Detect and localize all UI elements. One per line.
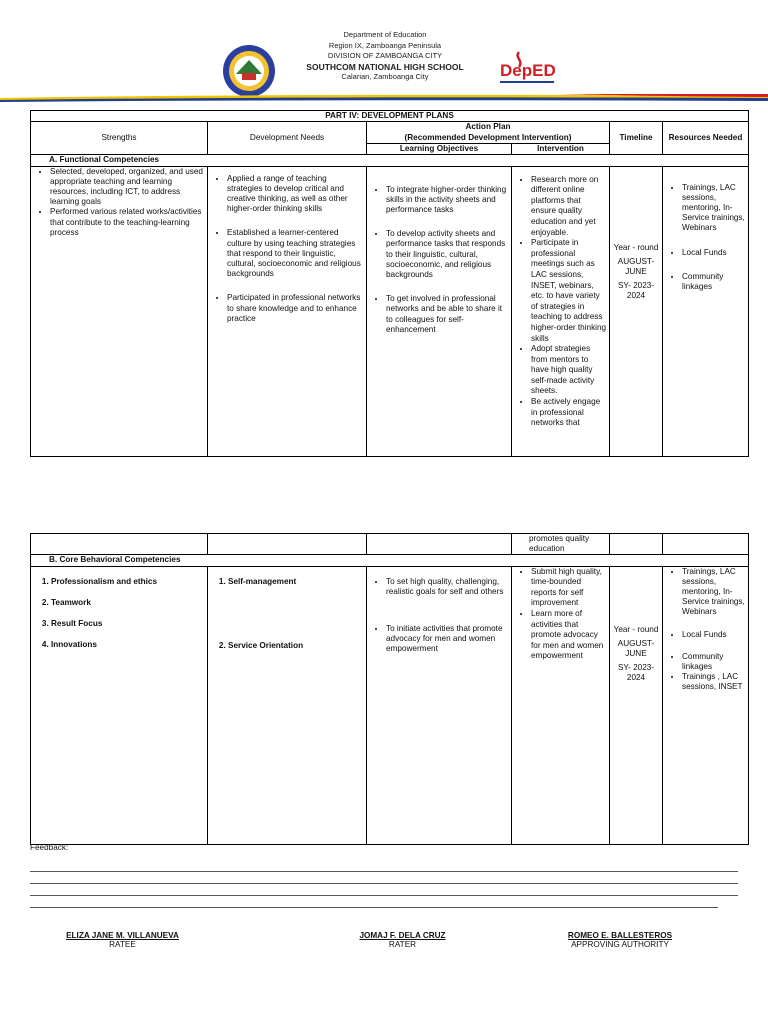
timeline-text: Year - round xyxy=(613,242,659,252)
signatory-rater xyxy=(330,931,475,949)
section-a-timeline xyxy=(610,166,663,456)
list-item: • Selected, developed, organized, and used appropriate teaching and learning resources, including ICT, to address learning goals xyxy=(50,167,205,208)
signatory-name: ELIZA JANE M. VILLANUEVA xyxy=(66,931,179,940)
list-item: • To initiate activities that promote advocacy for men and women empowerment xyxy=(386,624,509,655)
timeline-text: AUGUST- JUNE xyxy=(617,638,655,659)
list-item: 3. Result Focus xyxy=(51,619,205,629)
feedback-line xyxy=(30,895,738,896)
feedback-line xyxy=(30,907,718,908)
development-plan-table xyxy=(30,110,749,457)
timeline-text: AUGUST- JUNE xyxy=(617,256,655,277)
list-item: 4. Innovations xyxy=(51,640,205,650)
svg-text:DepED: DepED xyxy=(500,61,556,80)
timeline-text: SY- 2023- 2024 xyxy=(617,663,655,683)
section-a-resources xyxy=(663,166,749,456)
feedback-line xyxy=(30,871,738,872)
timeline-text: Year - round xyxy=(613,624,659,634)
section-a-title: A. Functional Competencies xyxy=(31,155,749,166)
feedback-line xyxy=(30,883,738,884)
header-strengths: Strengths xyxy=(31,122,208,155)
signatory-approving xyxy=(545,931,695,949)
list-item: • Community linkages xyxy=(682,652,746,672)
list-item: • Trainings, LAC sessions, mentoring, In-Service trainings, Webinars xyxy=(682,567,746,618)
section-a-interventions xyxy=(512,166,610,456)
list-item: • Participate in professional meetings such as LAC sessions, INSET, webinars, etc. to have variety of strategies in teaching to address higher-order thinking skills xyxy=(531,238,607,344)
division-name: DIVISION OF ZAMBOANGA CITY xyxy=(327,51,443,60)
list-item: 1. Self-management xyxy=(228,577,364,587)
header-intervention: Intervention xyxy=(512,144,610,155)
letterhead-text xyxy=(260,30,510,83)
list-item: • Performed various related works/activities that contribute to the teaching-learning process xyxy=(50,207,205,238)
section-b-strengths xyxy=(31,566,208,844)
list-item: • Research more on different online platforms that ensure quality education and yet enjoyable. xyxy=(531,175,607,239)
list-item: • Local Funds xyxy=(682,630,746,640)
school-address: Calarian, Zamboanga City xyxy=(341,72,429,81)
timeline-text: SY- 2023- 2024 xyxy=(617,281,655,301)
list-item: • Trainings, LAC sessions, mentoring, In-Service trainings, Webinars xyxy=(682,183,746,234)
section-a-needs xyxy=(208,166,367,456)
section-b-objectives xyxy=(367,566,512,844)
signatory-name: ROMEO E. BALLESTEROS xyxy=(567,931,673,940)
section-b-resources xyxy=(663,566,749,844)
list-item: • To integrate higher-order thinking skills in the activity sheets and performance tasks xyxy=(386,185,509,216)
list-item: • Community linkages xyxy=(682,272,746,292)
list-item: • To set high quality, challenging, realistic goals for self and others xyxy=(386,577,509,597)
list-item: • Learn more of activities that promote advocacy for men and women empowerment xyxy=(531,609,607,662)
header-action-plan-sub: (Recommended Development Intervention) xyxy=(367,133,610,144)
header-stripe xyxy=(0,94,768,102)
header-timeline: Timeline xyxy=(610,122,663,155)
signatory-role: RATER xyxy=(388,940,417,949)
feedback-label: Feedback: xyxy=(30,843,69,852)
header-learning-objectives: Learning Objectives xyxy=(367,144,512,155)
section-b-title: B. Core Behavioral Competencies xyxy=(31,555,749,566)
header-development-needs: Development Needs xyxy=(208,122,367,155)
list-item: • Established a learner-centered culture by using teaching strategies that respond to their linguistic, cultural, socioeconomic and religious backgrounds xyxy=(227,228,364,279)
region-name: Region IX, Zamboanga Peninsula xyxy=(328,40,442,50)
list-item: 2. Teamwork xyxy=(51,598,205,608)
section-b-timeline xyxy=(610,566,663,844)
section-a-strengths xyxy=(31,166,208,456)
list-item: • Trainings , LAC sessions, INSET xyxy=(682,672,746,692)
deped-logo-icon xyxy=(498,50,558,90)
list-item: 2. Service Orientation xyxy=(228,641,364,651)
header-resources: Resources Needed xyxy=(663,122,749,155)
list-item: • To get involved in professional networks and be able to share it to colleagues for self-enhancement xyxy=(386,294,509,335)
signatory-ratee xyxy=(40,931,205,949)
school-seal-icon xyxy=(222,44,276,98)
list-item: • Participated in professional networks to share knowledge and to enhance practice xyxy=(227,293,364,324)
letterhead xyxy=(0,0,768,106)
school-name: SOUTHCOM NATIONAL HIGH SCHOOL xyxy=(306,61,464,72)
list-item: 1. Professionalism and ethics xyxy=(51,577,205,587)
signatory-name: JOMAJ F. DELA CRUZ xyxy=(359,931,446,940)
continued-intervention: promotes quality education xyxy=(512,534,610,555)
list-item: • To develop activity sheets and performance tasks that responds to their linguistic, cultural, socioeconomic, and religious backgrounds xyxy=(386,229,509,280)
department-name: Department of Education xyxy=(343,30,427,39)
list-item: • Local Funds xyxy=(682,248,746,258)
list-item: • Applied a range of teaching strategies to develop critical and creative thinking, as well as other higher-order thinking skills xyxy=(227,174,364,215)
header-action-plan: Action Plan xyxy=(367,122,610,133)
section-b-interventions xyxy=(512,566,610,844)
development-plan-table-continued xyxy=(30,533,749,845)
list-item: • Be actively engage in professional networks that xyxy=(531,397,607,429)
list-item: • Submit high quality, time-bounded reports for self improvement xyxy=(531,567,607,609)
list-item: • Adopt strategies from mentors to have high quality self-made activity sheets. xyxy=(531,344,607,397)
signatory-role: APPROVING AUTHORITY xyxy=(571,940,669,949)
section-b-needs xyxy=(208,566,367,844)
section-a-objectives xyxy=(367,166,512,456)
signatory-role: RATEE xyxy=(109,940,136,949)
part-title: PART IV: DEVELOPMENT PLANS xyxy=(31,111,749,122)
